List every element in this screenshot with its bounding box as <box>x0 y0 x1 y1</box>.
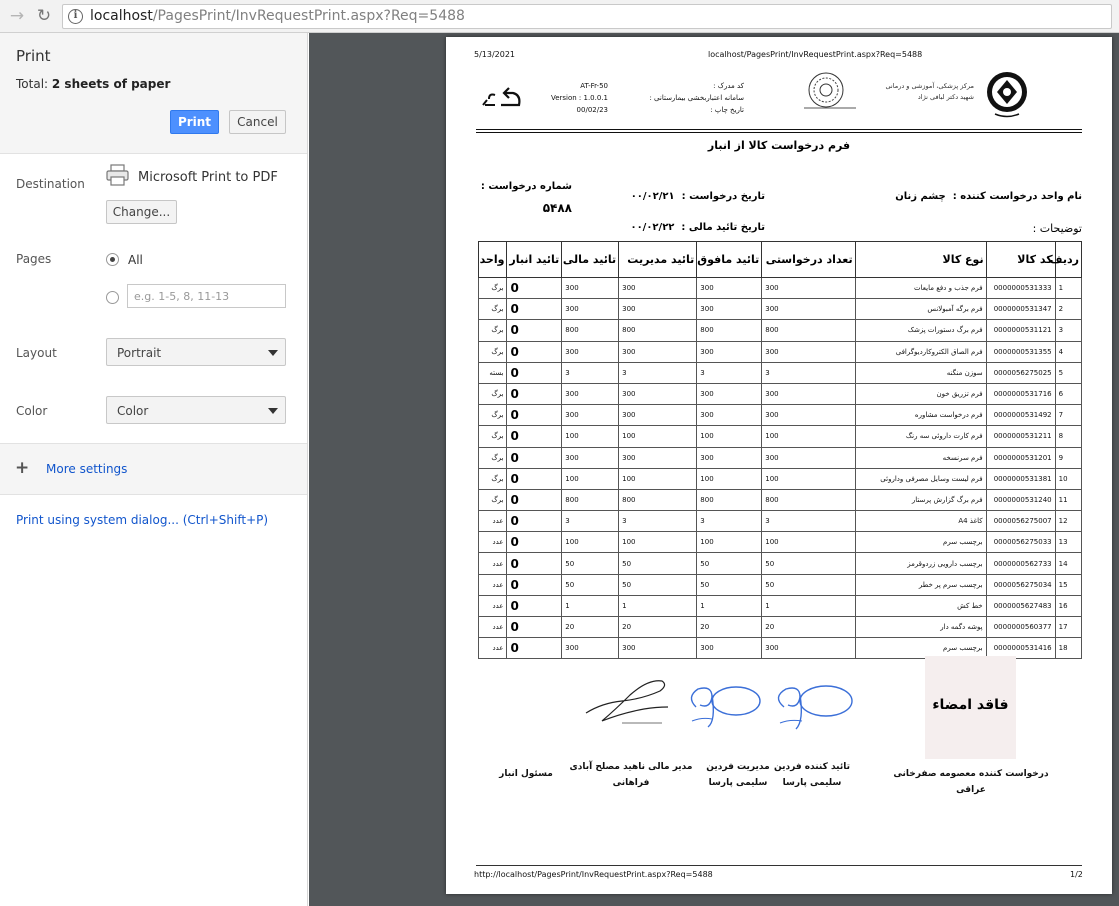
table-cell: برگ <box>479 320 507 341</box>
table-cell: 100 <box>619 426 697 447</box>
layout-value: Portrait <box>117 346 162 360</box>
col-header: واحد <box>479 242 507 278</box>
table-cell: 300 <box>762 278 855 299</box>
table-cell: برگ <box>479 383 507 404</box>
table-cell: 0000056275034 <box>986 574 1055 595</box>
table-cell: برگ <box>479 299 507 320</box>
table-cell: 0 <box>507 553 562 574</box>
table-cell: 300 <box>762 341 855 362</box>
col-header: نوع کالا <box>855 242 986 278</box>
table-cell: 13 <box>1055 532 1081 553</box>
table-cell: 0000000531416 <box>986 638 1055 659</box>
table-cell: 800 <box>619 489 697 510</box>
table-cell: 300 <box>619 278 697 299</box>
pages-label: Pages <box>16 252 52 266</box>
table-cell: 2 <box>1055 299 1081 320</box>
back-arrow-icon[interactable]: → <box>9 6 25 26</box>
table-cell: 100 <box>562 426 619 447</box>
table-cell: 50 <box>762 574 855 595</box>
layout-select[interactable] <box>106 338 286 366</box>
system-label: سامانه اعتباربخشی بیمارستانی : <box>649 94 744 102</box>
table-cell: 50 <box>697 574 762 595</box>
col-header: تعداد درخواستی <box>762 242 855 278</box>
table-cell: فرم تزریق خون <box>855 383 986 404</box>
table-row <box>479 278 1082 299</box>
pages-custom-radio[interactable] <box>106 291 119 304</box>
table-cell: 20 <box>697 617 762 638</box>
management-caption: مدیریت فردین سلیمی پارسا <box>706 762 770 788</box>
table-cell: 0 <box>507 532 562 553</box>
undo-arrows-icon <box>481 85 523 109</box>
table-cell: 300 <box>562 638 619 659</box>
table-cell: عدد <box>479 553 507 574</box>
more-settings-link[interactable]: More settings <box>46 462 128 476</box>
table-cell: 6 <box>1055 383 1081 404</box>
table-cell: 0000000531211 <box>986 426 1055 447</box>
table-cell: 800 <box>619 320 697 341</box>
col-header: تائید مافوق <box>697 242 762 278</box>
table-row <box>479 532 1082 553</box>
color-label: Color <box>16 404 48 418</box>
table-cell: 0 <box>507 320 562 341</box>
table-cell: 0 <box>507 617 562 638</box>
table-cell: 300 <box>619 383 697 404</box>
table-cell: 0000000531492 <box>986 405 1055 426</box>
table-cell: 100 <box>762 426 855 447</box>
approver-caption: تائید کننده فردین سلیمی پارسا <box>774 762 850 788</box>
table-cell: 0 <box>507 405 562 426</box>
table-cell: فرم لیست وسایل مصرفی وداروئی <box>855 468 986 489</box>
doc-code-label: کد مدرک : <box>713 82 744 90</box>
info-icon[interactable]: i <box>68 9 83 24</box>
address-bar[interactable] <box>62 4 1112 29</box>
plus-icon[interactable]: + <box>15 458 30 478</box>
finance-date-label: تاریخ تائید مالی : <box>681 222 765 233</box>
request-number-value: ۵۴۸۸ <box>542 201 572 215</box>
requesting-unit <box>895 191 1082 202</box>
table-row <box>479 426 1082 447</box>
table-cell: 0 <box>507 574 562 595</box>
table-cell: 800 <box>697 489 762 510</box>
table-cell: برگ <box>479 278 507 299</box>
printer-name: Microsoft Print to PDF <box>138 170 278 185</box>
url-host: localhost <box>90 8 153 24</box>
change-destination-button[interactable]: Change... <box>106 200 177 224</box>
table-cell: 100 <box>697 532 762 553</box>
reload-icon[interactable]: ↻ <box>36 6 52 26</box>
col-header: ردیف <box>1055 242 1081 278</box>
table-cell: 300 <box>697 278 762 299</box>
table-cell: 300 <box>762 299 855 320</box>
table-cell: 0000000531240 <box>986 489 1055 510</box>
table-cell: 100 <box>762 468 855 489</box>
dropdown-arrow-icon <box>268 350 278 356</box>
table-cell: 0000056275025 <box>986 362 1055 383</box>
finance-caption: مدیر مالی ناهید مصلح آبادی فراهانی <box>569 762 693 788</box>
table-cell: 1 <box>697 595 762 616</box>
table-cell: 0000000562733 <box>986 553 1055 574</box>
table-cell: 300 <box>562 341 619 362</box>
table-row <box>479 511 1082 532</box>
request-number-label: شماره درخواست : <box>480 181 572 192</box>
table-cell: 300 <box>762 383 855 404</box>
approver-signature <box>768 677 860 735</box>
system-version: Version : 1.0.0.1 <box>550 94 608 102</box>
finance-date <box>630 222 765 233</box>
print-page <box>446 37 1112 894</box>
table-cell: 5 <box>1055 362 1081 383</box>
table-cell: برگ <box>479 489 507 510</box>
table-cell: 0 <box>507 299 562 320</box>
table-cell: فرم درخواست مشاوره <box>855 405 986 426</box>
table-cell: فرم برگه آمبولانس <box>855 299 986 320</box>
more-settings-row[interactable] <box>0 443 307 495</box>
table-cell: 1 <box>562 595 619 616</box>
table-cell: 3 <box>1055 320 1081 341</box>
table-cell: عدد <box>479 617 507 638</box>
table-cell: فرم جذب و دفع مایعات <box>855 278 986 299</box>
table-cell: 1 <box>762 595 855 616</box>
warehouse-caption: مسئول انبار <box>499 769 553 779</box>
table-cell: 3 <box>762 362 855 383</box>
table-row <box>479 553 1082 574</box>
table-cell: 800 <box>562 320 619 341</box>
items-table <box>478 241 1082 659</box>
request-date <box>631 191 765 202</box>
destination-label: Destination <box>16 177 85 191</box>
table-cell: 0 <box>507 511 562 532</box>
table-cell: 300 <box>619 638 697 659</box>
table-cell: 0000000560377 <box>986 617 1055 638</box>
table-cell: 0000000531333 <box>986 278 1055 299</box>
table-header-row <box>479 242 1082 278</box>
org-line2: شهید دکتر لبافی نژاد <box>917 93 974 101</box>
table-row <box>479 362 1082 383</box>
table-cell: 100 <box>619 468 697 489</box>
footer-divider <box>476 865 1082 866</box>
page-header-date: 5/13/2021 <box>474 50 516 59</box>
table-cell: 50 <box>619 574 697 595</box>
table-cell: 0 <box>507 278 562 299</box>
table-cell: برگ <box>479 447 507 468</box>
notes-label: توضیحات : <box>1032 222 1082 235</box>
table-cell: 3 <box>562 511 619 532</box>
table-cell: بسته <box>479 362 507 383</box>
table-cell: 100 <box>562 532 619 553</box>
table-cell: 4 <box>1055 341 1081 362</box>
table-cell: 1 <box>619 595 697 616</box>
table-cell: 0 <box>507 468 562 489</box>
table-row <box>479 341 1082 362</box>
table-cell: 0 <box>507 595 562 616</box>
unit-value: چشم زنان <box>895 191 946 202</box>
table-cell: 50 <box>562 574 619 595</box>
form-title: فرم درخواست کالا از انبار <box>707 139 851 152</box>
finance-date-value: ۰۰/۰۲/۲۲ <box>630 222 675 233</box>
table-row <box>479 383 1082 404</box>
table-cell: فرم برگ دستورات پزشک <box>855 320 986 341</box>
pages-all-radio[interactable] <box>106 253 119 266</box>
url-path: /PagesPrint/InvRequestPrint.aspx?Req=5488 <box>152 8 465 24</box>
table-cell: برچسب سرم پر خطر <box>855 574 986 595</box>
table-cell: 300 <box>562 299 619 320</box>
table-cell: 17 <box>1055 617 1081 638</box>
table-cell: برگ <box>479 468 507 489</box>
total-label: Total: <box>16 77 49 91</box>
table-cell: 0000000531355 <box>986 341 1055 362</box>
table-cell: 300 <box>562 405 619 426</box>
no-signature-stamp <box>925 656 1016 759</box>
table-cell: برچسب سرم <box>855 532 986 553</box>
header-divider <box>476 129 1082 130</box>
table-cell: 50 <box>697 553 762 574</box>
table-cell: 8 <box>1055 426 1081 447</box>
org-line1: مرکز پزشکی، آموزشی و درمانی <box>885 82 974 90</box>
page-number: 1/2 <box>1070 870 1083 879</box>
table-cell: عدد <box>479 511 507 532</box>
color-select[interactable] <box>106 396 286 424</box>
table-row <box>479 468 1082 489</box>
table-cell: 300 <box>619 299 697 320</box>
table-cell: 0 <box>507 447 562 468</box>
table-cell: 800 <box>762 320 855 341</box>
table-cell: برگ <box>479 426 507 447</box>
table-cell: 3 <box>697 362 762 383</box>
table-cell: 300 <box>562 278 619 299</box>
table-row <box>479 489 1082 510</box>
table-cell: 800 <box>697 320 762 341</box>
table-cell: 50 <box>762 553 855 574</box>
table-cell: 3 <box>562 362 619 383</box>
table-cell: 12 <box>1055 511 1081 532</box>
table-cell: 18 <box>1055 638 1081 659</box>
request-date-value: ۰۰/۰۲/۲۱ <box>630 191 675 202</box>
table-cell: 0000000531381 <box>986 468 1055 489</box>
requester-caption: درخواست کننده معصومه صفرخانی عراقی <box>893 769 1049 795</box>
browser-toolbar <box>0 0 1119 33</box>
table-cell: 0 <box>507 341 562 362</box>
table-cell: 14 <box>1055 553 1081 574</box>
table-cell: 3 <box>697 511 762 532</box>
table-cell: 300 <box>762 447 855 468</box>
request-date-label: تاریخ درخواست : <box>681 191 765 202</box>
table-cell: فرم الصاق الکتروکاردیوگرافی <box>855 341 986 362</box>
table-cell: 3 <box>762 511 855 532</box>
table-cell: 300 <box>697 447 762 468</box>
table-cell: 0000056275033 <box>986 532 1055 553</box>
print-sidebar <box>0 33 308 906</box>
col-header: تائید مدیریت <box>619 242 697 278</box>
print-header <box>0 33 307 154</box>
table-cell: سوزن منگنه <box>855 362 986 383</box>
table-cell: 0000000531716 <box>986 383 1055 404</box>
col-header: تائید مالی <box>562 242 619 278</box>
table-cell: 15 <box>1055 574 1081 595</box>
layout-label: Layout <box>16 346 57 360</box>
print-date-value: 00/02/23 <box>576 106 608 114</box>
management-signature <box>682 677 770 733</box>
table-body <box>479 278 1082 659</box>
print-title: Print <box>16 47 51 65</box>
table-cell: 300 <box>619 447 697 468</box>
table-cell: 800 <box>562 489 619 510</box>
pages-all-label: All <box>128 253 143 267</box>
table-cell: 100 <box>619 532 697 553</box>
table-row <box>479 595 1082 616</box>
table-cell: 300 <box>697 638 762 659</box>
table-cell: 0000000531347 <box>986 299 1055 320</box>
table-cell: 11 <box>1055 489 1081 510</box>
hospital-logo <box>798 70 858 112</box>
table-cell: 0 <box>507 362 562 383</box>
table-row <box>479 320 1082 341</box>
table-cell: 100 <box>697 468 762 489</box>
table-cell: 300 <box>619 341 697 362</box>
table-cell: عدد <box>479 532 507 553</box>
table-cell: 7 <box>1055 405 1081 426</box>
table-cell: 0 <box>507 426 562 447</box>
table-cell: خط کش <box>855 595 986 616</box>
table-cell: عدد <box>479 595 507 616</box>
total-value: 2 sheets of paper <box>51 77 171 91</box>
color-value: Color <box>117 404 149 418</box>
table-cell: 20 <box>762 617 855 638</box>
table-cell: 300 <box>697 299 762 320</box>
table-cell: فرم سرنسخه <box>855 447 986 468</box>
table-cell: 1 <box>1055 278 1081 299</box>
table-cell: 100 <box>762 532 855 553</box>
doc-code-value: AT-Fr-50 <box>580 82 608 90</box>
table-cell: 300 <box>697 383 762 404</box>
table-cell: 100 <box>697 426 762 447</box>
table-cell: 0000056275007 <box>986 511 1055 532</box>
table-row <box>479 617 1082 638</box>
dropdown-arrow-icon <box>268 408 278 414</box>
table-cell: 300 <box>562 383 619 404</box>
table-cell: 0 <box>507 489 562 510</box>
table-cell: 50 <box>619 553 697 574</box>
table-cell: 300 <box>562 447 619 468</box>
table-cell: 300 <box>697 341 762 362</box>
table-cell: کاغذ A4 <box>855 511 986 532</box>
table-cell: 16 <box>1055 595 1081 616</box>
printer-icon <box>106 164 129 186</box>
cancel-button[interactable]: Cancel <box>229 110 286 134</box>
table-cell: 9 <box>1055 447 1081 468</box>
warehouse-signature <box>582 673 672 733</box>
table-cell: 0 <box>507 383 562 404</box>
table-row <box>479 574 1082 595</box>
table-cell: برگ <box>479 405 507 426</box>
table-cell: 100 <box>562 468 619 489</box>
sheet-total <box>16 77 170 91</box>
table-cell: 800 <box>762 489 855 510</box>
org-name <box>866 81 974 103</box>
page-footer-url: http://localhost/PagesPrint/InvRequestPrint.aspx?Req=5488 <box>474 870 713 879</box>
pages-range-input[interactable] <box>127 284 286 308</box>
table-cell: عدد <box>479 574 507 595</box>
table-cell: 300 <box>697 405 762 426</box>
url-text[interactable] <box>90 8 465 25</box>
table-cell: 0000005627483 <box>986 595 1055 616</box>
table-cell: 20 <box>619 617 697 638</box>
header-divider <box>476 132 1082 133</box>
print-button[interactable]: Print <box>170 110 219 134</box>
table-cell: فرم برگ گزارش پرستار <box>855 489 986 510</box>
table-cell: 0 <box>507 638 562 659</box>
table-cell: 20 <box>562 617 619 638</box>
table-row <box>479 299 1082 320</box>
table-cell: 300 <box>619 405 697 426</box>
organization-logo <box>982 70 1032 120</box>
table-row <box>479 447 1082 468</box>
table-cell: 3 <box>619 362 697 383</box>
page-header-url: localhost/PagesPrint/InvRequestPrint.aspx?Req=5488 <box>708 50 923 59</box>
table-cell: برچسب دارویی زردوقرمز <box>855 553 986 574</box>
stamp-text: فاقد امضاء <box>932 697 1009 713</box>
system-dialog-link[interactable]: Print using system dialog... (Ctrl+Shift+P) <box>16 513 269 527</box>
table-row <box>479 405 1082 426</box>
col-header: تائید انبار <box>507 242 562 278</box>
table-cell: 10 <box>1055 468 1081 489</box>
table-cell: فرم کارت داروئی سه رنگ <box>855 426 986 447</box>
table-cell: 0000000531121 <box>986 320 1055 341</box>
table-cell: برگ <box>479 341 507 362</box>
table-cell: پوشه دگمه دار <box>855 617 986 638</box>
print-date-label: تاریخ چاپ : <box>710 106 744 114</box>
table-cell: 300 <box>762 405 855 426</box>
col-header: کد کالا <box>986 242 1055 278</box>
table-cell: 300 <box>762 638 855 659</box>
table-cell: 0000000531201 <box>986 447 1055 468</box>
table-cell: 3 <box>619 511 697 532</box>
table-cell: عدد <box>479 638 507 659</box>
unit-label: نام واحد درخواست کننده : <box>952 191 1082 202</box>
table-cell: 50 <box>562 553 619 574</box>
table-cell: برچسب سرم <box>855 638 986 659</box>
